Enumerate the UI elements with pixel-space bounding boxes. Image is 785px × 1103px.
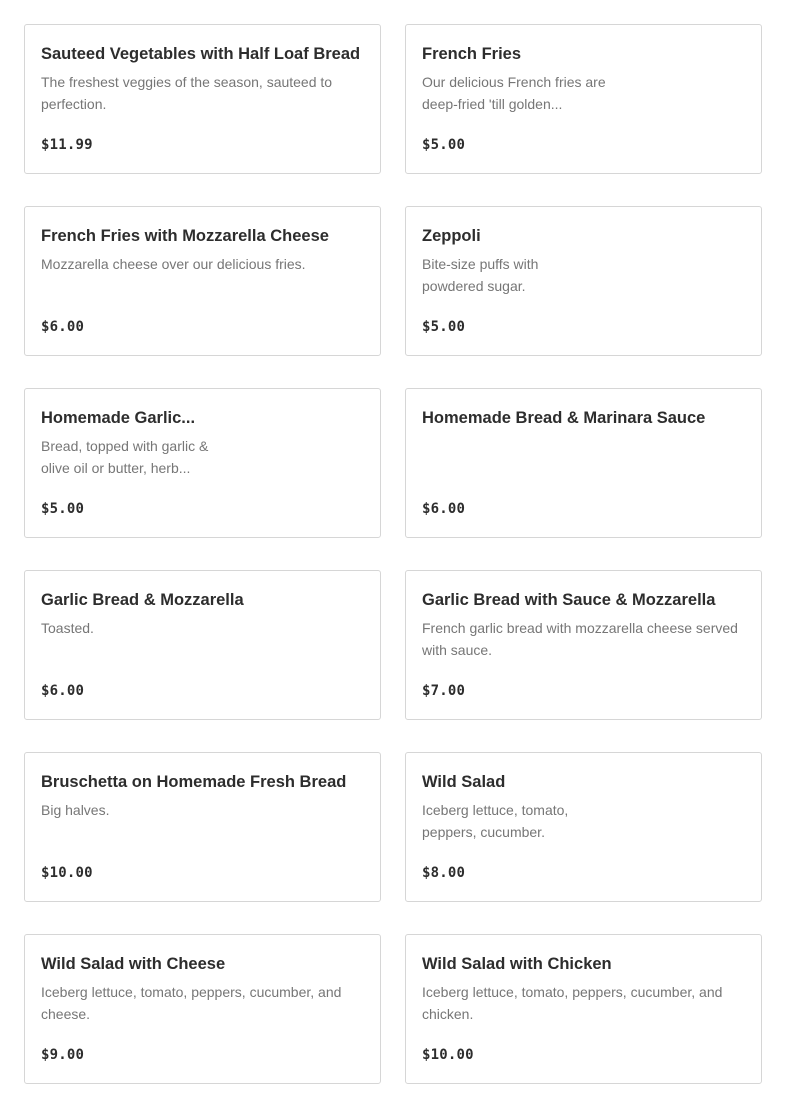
menu-item-price: $10.00 [41, 865, 93, 881]
menu-item-title: Garlic Bread & Mozzarella [41, 591, 244, 609]
menu-item-title: Wild Salad [422, 773, 506, 791]
menu-item-price: $6.00 [41, 683, 85, 699]
menu-item-price: $6.00 [422, 501, 466, 517]
menu-item-title: Homemade Garlic... [41, 409, 196, 427]
menu-item-card[interactable] [405, 752, 762, 902]
menu-item-card[interactable] [24, 24, 381, 174]
menu-item-description: Iceberg lettuce, tomato, peppers, cucumber, and cheese. [41, 984, 342, 1022]
menu-item-card[interactable] [405, 206, 762, 356]
menu-item-title: French Fries [422, 45, 522, 63]
menu-item-price: $9.00 [41, 1047, 85, 1063]
menu-item-title: Garlic Bread with Sauce & Mozzarella [422, 591, 716, 609]
menu-item-card[interactable] [405, 934, 762, 1084]
menu-item-description: Bread, topped with garlic & olive oil or butter, herb... [41, 438, 209, 476]
menu-item-price: $5.00 [41, 501, 85, 517]
menu-item-price: $5.00 [422, 137, 466, 153]
menu-item-title: Wild Salad with Chicken [422, 955, 612, 973]
menu-item-card[interactable] [24, 752, 381, 902]
menu-item-price: $5.00 [422, 319, 466, 335]
menu-item-description: Iceberg lettuce, tomato, peppers, cucumber. [422, 802, 569, 840]
menu-item-price: $11.99 [41, 137, 93, 153]
menu-item-card[interactable] [405, 570, 762, 720]
menu-item-description: Big halves. [41, 802, 110, 818]
menu-item-price: $7.00 [422, 683, 466, 699]
menu-item-price: $10.00 [422, 1047, 474, 1063]
menu-item-description: Our delicious French fries are deep-fried 'till golden... [422, 74, 606, 112]
menu-item-title: Homemade Bread & Marinara Sauce [422, 409, 706, 427]
menu-item-price: $8.00 [422, 865, 466, 881]
menu-item-description: Mozzarella cheese over our delicious fries. [41, 256, 306, 272]
menu-item-card[interactable] [24, 206, 381, 356]
menu-item-title: Zeppoli [422, 227, 481, 245]
menu-item-description: French garlic bread with mozzarella cheese served with sauce. [422, 620, 738, 658]
menu-item-description: Toasted. [41, 620, 94, 636]
menu-item-card[interactable] [405, 388, 762, 538]
menu-item-card[interactable] [405, 24, 762, 174]
menu-item-description: Bite-size puffs with powdered sugar. [422, 256, 539, 294]
menu-item-card[interactable] [24, 934, 381, 1084]
menu-item-price: $6.00 [41, 319, 85, 335]
menu-item-card[interactable] [24, 570, 381, 720]
menu-item-description: The freshest veggies of the season, sauteed to perfection. [41, 74, 333, 112]
menu-item-title: Bruschetta on Homemade Fresh Bread [41, 773, 347, 791]
menu-item-title: French Fries with Mozzarella Cheese [41, 227, 329, 245]
menu-item-description: Iceberg lettuce, tomato, peppers, cucumber, and chicken. [422, 984, 723, 1022]
menu-item-card[interactable] [24, 388, 381, 538]
menu-item-title: Wild Salad with Cheese [41, 955, 226, 973]
menu-item-title: Sauteed Vegetables with Half Loaf Bread [41, 45, 361, 63]
